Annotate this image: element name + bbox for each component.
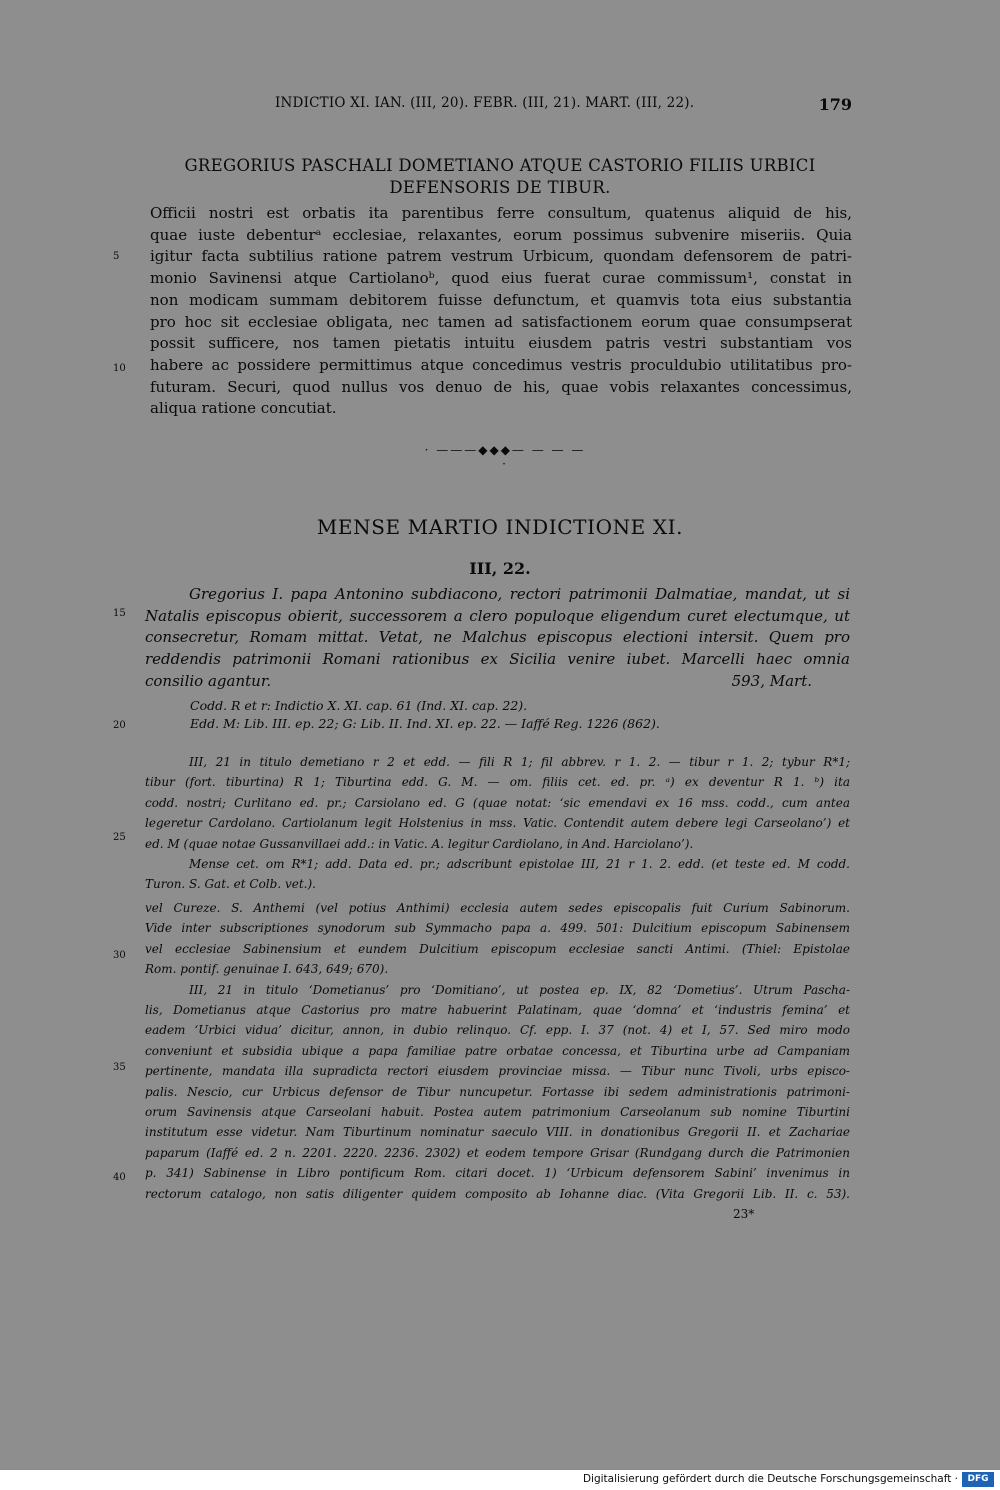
footer-credit: Digitalisierung gefördert durch die Deutsche Forschungsgemeinschaft · — [582, 1473, 958, 1485]
commentary-line: lis, Dometianus atque Castorius pro matre habuerint Palatinam, quae ‘domna’ et ‘industris femina’ et — [145, 1003, 850, 1018]
commentary-line: orum Savinensis atque Carseolani habuit. Postea autem patrimonium Carseolanum sub nomine Tiburtini — [145, 1105, 850, 1120]
line-number: 20 — [113, 720, 126, 731]
commentary-line: pertinente, mandata illa supradicta rectori eiusdem provinciae missa. — Tibur nunc Tivoli, urbs episco- — [145, 1064, 850, 1079]
dfg-logo-icon: DFG — [962, 1472, 994, 1487]
summary-line: Gregorius I. papa Antonino subdiacono, rectori patrimonii Dalmatiae, mandat, ut si — [189, 585, 850, 603]
line-number: 35 — [113, 1062, 126, 1073]
line-number: 15 — [113, 608, 126, 619]
footer-bar — [0, 1470, 1000, 1490]
body-line: habere ac possidere permittimus atque concedimus vestris proculdubio utilitatibus pro- — [150, 355, 852, 374]
gathering-signature: 23* — [733, 1207, 755, 1222]
commentary-line: paparum (Iaffé ed. 2 n. 2201. 2220. 2236. 2302) et eodem tempore Grisar (Rundgang durch die Patrimonien — [145, 1145, 850, 1160]
commentary-line: Rom. pontif. genuinae I. 643, 649; 670). — [145, 962, 389, 977]
line-number: 25 — [113, 832, 126, 843]
body-line: quae iuste debenturᵃ ecclesiae, relaxantes, eorum possimus subvenire miseriis. Quia — [150, 225, 852, 244]
body-line: futuram. Securi, quod nullus vos denuo de his, quae vobis relaxantes concessimus, — [150, 377, 852, 396]
body-line: non modicam summam debitorem fuisse defunctum, et quamvis tota eius substantia — [150, 290, 852, 309]
commentary-notes — [145, 898, 850, 1225]
regest-summary — [145, 584, 850, 693]
ornament-divider: · ———◆◆◆— — — — · — [424, 443, 586, 471]
letter-title-line: DEFENSORIS DE TIBUR. — [389, 178, 611, 197]
body-line: igitur facta subtilius ratione patrem vestrum Urbicum, quondam defensorem de patri- — [150, 247, 852, 266]
running-head: INDICTIO XI. IAN. (III, 20). FEBR. (III, 21). MART. (III, 22). — [275, 95, 695, 111]
body-line: possit sufficere, nos tamen pietatis intuitu eiusdem patris vestri substantiam vos — [150, 334, 852, 353]
summary-line: Natalis episcopus obierit, successorem a clero populoque eligendum curet electumque, ut — [145, 606, 850, 625]
apparatus-line: legeretur Cardolano. Cartiolanum legit Holstenius in mss. Vatic. Contendit autem debere legi Carseolano’) et — [145, 816, 850, 831]
summary-date: 593, Mart. — [731, 671, 812, 690]
document-number: III, 22. — [469, 559, 531, 578]
letter-title-line: GREGORIUS PASCHALI DOMETIANO ATQUE CASTORIO FILIIS URBICI — [184, 156, 816, 175]
commentary-line: eadem ‘Urbici vidua’ dicitur, annon, in dubio relinquo. Cf. epp. I. 37 (not. 4) et I, 57. Sed miro modo — [145, 1023, 850, 1038]
summary-line: consecretur, Romam mittat. Vetat, ne Malchus episcopus electioni intersit. Quem pro — [145, 628, 850, 647]
letter-body — [150, 203, 852, 420]
apparatus-line: Mense cet. om R*1; add. Data ed. pr.; adscribunt epistolae III, 21 r 1. 2. edd. (et teste ed. M codd. — [189, 857, 850, 872]
body-line: aliqua ratione concutiat. — [150, 399, 337, 418]
commentary-line: p. 341) Sabinense in Libro pontificum Rom. citari docet. 1) ‘Urbicum defensorem Sabini’ invenimus in — [145, 1166, 850, 1181]
line-number: 10 — [113, 363, 126, 374]
section-heading: MENSE MARTIO INDICTIONE XI. — [316, 515, 684, 539]
commentary-line: III, 21 in titulo ‘Dometianus’ pro ‘Domitiano’, ut postea ep. IX, 82 ‘Dometius’. Utrum Pascha- — [189, 982, 850, 997]
page-number: 179 — [818, 95, 852, 114]
apparatus-line: ed. M (quae notae Gussanvillaei add.: in Vatic. A. legitur Cardiolano, in And. Harciolano’). — [145, 836, 694, 851]
commentary-line: rectorum catalogo, non satis diligenter quidem composito ab Iohanne diac. (Vita Gregorii Lib. II. c. 53). — [145, 1186, 850, 1201]
body-line: pro hoc sit ecclesiae obligata, nec tamen ad satisfactionem eorum quae consumpserat — [150, 312, 852, 331]
line-number: 40 — [113, 1172, 126, 1183]
apparatus-line: III, 21 in titulo demetiano r 2 et edd. — fili R 1; fil abbrev. r 1. 2. — tibur r 1. 2; tybur R*1; — [189, 755, 850, 769]
summary-line: reddendis patrimonii Romani rationibus ex Sicilia venire iubet. Marcelli haec omnia — [145, 650, 850, 669]
commentary-line: Vide inter subscriptiones synodorum sub Symmacho papa a. 499. 501: Dulcitium episcopum Sabinensem — [145, 921, 850, 936]
commentary-line: conveniunt et subsidia ubique a papa familiae patre orbatae concessa, et Tiburtina urbe ad Campaniam — [145, 1043, 850, 1058]
codices-line: Edd. M: Lib. III. ep. 22; G: Lib. II. Ind. XI. ep. 22. — Iaffé Reg. 1226 (862). — [190, 716, 660, 731]
apparatus-line: Turon. S. Gat. et Colb. vet.). — [145, 877, 316, 892]
body-line: monio Savinensi atque Cartiolanoᵇ, quod eius fuerat curae commissum¹, constat in — [150, 269, 852, 288]
commentary-line: palis. Nescio, cur Urbicus defensor de Tibur nuncupetur. Fortasse ibi sedem administrationis patrimoni- — [145, 1084, 850, 1099]
summary-line: consilio agantur. — [145, 671, 272, 690]
summary-last-line — [145, 671, 850, 693]
apparatus-line: tibur (fort. tiburtina) R 1; Tiburtina edd. G. M. — om. filiis cet. ed. pr. ᵃ) ex deventur R 1. ᵇ) ita — [145, 775, 850, 790]
line-number: 30 — [113, 950, 126, 961]
commentary-line: institutum esse videtur. Nam Tiburtinum nominatur saeculo VIII. in donationibus Gregorii II. et Zachariae — [145, 1125, 850, 1140]
codices-line: Codd. R et r: Indictio X. XI. cap. 61 (Ind. XI. cap. 22). — [190, 698, 528, 713]
line-number: 5 — [113, 251, 120, 262]
codices-info — [190, 697, 660, 733]
commentary-line: vel Cureze. S. Anthemi (vel potius Anthimi) ecclesia autem sedes episcopalis fuit Curium Sabinorum. — [145, 901, 850, 915]
commentary-line: vel ecclesiae Sabinensium et eundem Dulcitium episcopum ecclesiae sancti Antimi. (Thiel: Epistolae — [145, 941, 850, 956]
letter-title — [150, 155, 850, 199]
body-line: Officii nostri est orbatis ita parentibus ferre consultum, quatenus aliquid de his, — [150, 204, 852, 222]
apparatus-line: codd. nostri; Curlitano ed. pr.; Carsiolano ed. G (quae notat: ‘sic emendavi ex 16 mss. codd., cum antea — [145, 795, 850, 810]
critical-apparatus — [145, 752, 850, 895]
